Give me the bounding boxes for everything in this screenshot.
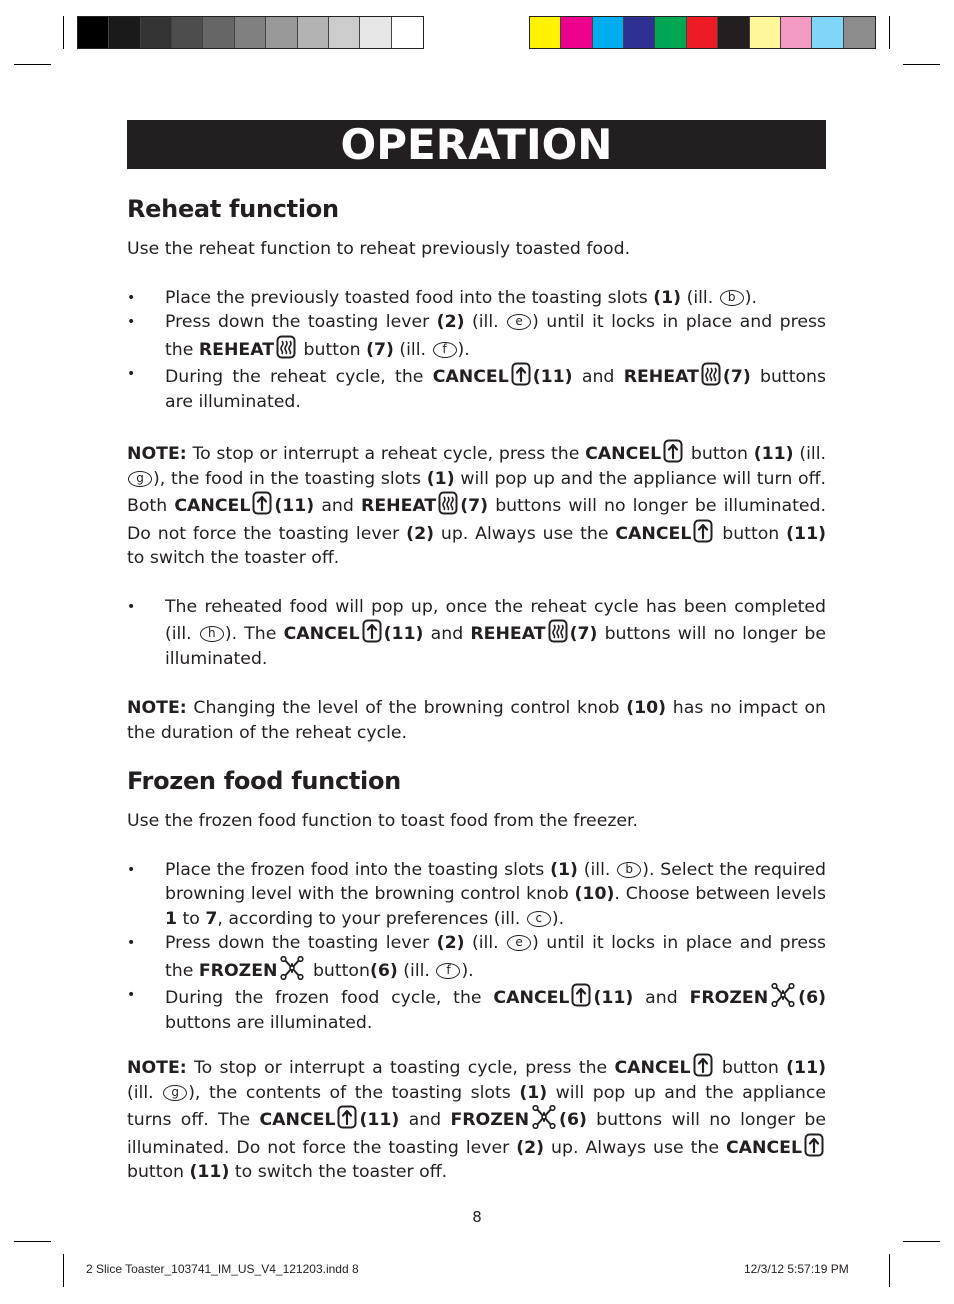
print-slug-date: 12/3/12 5:57:19 PM bbox=[744, 1262, 849, 1276]
color-swatch bbox=[844, 17, 875, 48]
cancel-icon bbox=[337, 1105, 357, 1129]
color-swatch bbox=[392, 17, 423, 48]
grayscale-calibration-bar bbox=[77, 16, 424, 49]
frozen-icon bbox=[531, 1105, 557, 1129]
list-item: • Press down the toasting lever (2) (ill. e ) until it locks in place and press the REHEAT button (7) (ill. f ). bbox=[127, 310, 826, 362]
reheat-steps-2 bbox=[127, 595, 826, 672]
color-swatch bbox=[561, 17, 592, 48]
cancel-icon bbox=[693, 1053, 713, 1077]
frozen-icon bbox=[770, 983, 796, 1007]
reheat-icon bbox=[548, 619, 568, 643]
color-swatch bbox=[235, 17, 266, 48]
frozen-icon bbox=[279, 956, 305, 980]
cancel-icon bbox=[693, 519, 713, 543]
color-swatch bbox=[329, 17, 360, 48]
color-swatch bbox=[812, 17, 843, 48]
illustration-ref: b bbox=[720, 290, 744, 306]
page-content bbox=[127, 193, 826, 1185]
color-swatch bbox=[266, 17, 297, 48]
color-swatch bbox=[687, 17, 718, 48]
cancel-icon bbox=[511, 362, 531, 386]
cancel-icon bbox=[362, 619, 382, 643]
frozen-heading: Frozen food function bbox=[127, 767, 401, 795]
color-swatch bbox=[298, 17, 329, 48]
note-paragraph: NOTE: To stop or interrupt a toasting cycle, press the CANCEL button (11) (ill. g ), the contents of the toasting slots (1) will pop up and the appliance turns off. The CANCEL (11) and FROZEN (6) buttons will no longer be illuminated. Do not force the toasting lever (2) up. Always use the CANCEL button (11) to switch the toaster off. bbox=[127, 1053, 826, 1185]
color-swatch bbox=[781, 17, 812, 48]
cancel-icon bbox=[663, 439, 683, 463]
cancel-icon bbox=[252, 491, 272, 515]
list-item: • During the reheat cycle, the CANCEL (11) and REHEAT (7) buttons are illuminated. bbox=[127, 362, 826, 414]
list-item: • Place the frozen food into the toasting slots (1) (ill. b ). Select the required browning level with the browning control knob (10). Choose between levels 1 to 7, according to your preferences (ill. c ). bbox=[127, 858, 826, 932]
illustration-ref: b bbox=[617, 862, 641, 878]
frozen-steps bbox=[127, 858, 826, 1036]
illustration-ref: c bbox=[527, 911, 551, 927]
crop-mark bbox=[903, 64, 940, 65]
cancel-icon bbox=[804, 1133, 824, 1157]
print-slug-file: 2 Slice Toaster_103741_IM_US_V4_121203.indd 8 bbox=[86, 1262, 359, 1276]
frozen-intro: Use the frozen food function to toast food from the freezer. bbox=[127, 811, 639, 831]
list-item: • The reheated food will pop up, once the reheat cycle has been completed (ill. h ). The CANCEL (11) and REHEAT (7) buttons will no longer be illuminated. bbox=[127, 595, 826, 672]
page-number: 8 bbox=[472, 1208, 482, 1226]
color-swatch bbox=[360, 17, 391, 48]
color-swatch bbox=[78, 17, 109, 48]
list-item: • During the frozen food cycle, the CANCEL (11) and FROZEN (6) buttons are illuminated. bbox=[127, 983, 826, 1035]
reheat-icon bbox=[438, 491, 458, 515]
color-swatch bbox=[655, 17, 686, 48]
crop-mark bbox=[903, 1241, 940, 1242]
color-swatch bbox=[141, 17, 172, 48]
cancel-icon bbox=[571, 983, 591, 1007]
crop-mark bbox=[14, 64, 51, 65]
color-swatch bbox=[109, 17, 140, 48]
color-swatch bbox=[530, 17, 561, 48]
list-item: • Place the previously toasted food into the toasting slots (1) (ill. b ). bbox=[127, 286, 826, 311]
illustration-ref: g bbox=[128, 471, 152, 487]
note-paragraph: NOTE: Changing the level of the browning control knob (10) has no impact on the duration of the reheat cycle. bbox=[127, 698, 826, 743]
color-swatch bbox=[750, 17, 781, 48]
reheat-icon bbox=[276, 335, 296, 359]
crop-mark bbox=[889, 16, 890, 49]
illustration-ref: e bbox=[507, 935, 531, 951]
reheat-steps bbox=[127, 286, 826, 415]
crop-mark bbox=[63, 1254, 64, 1287]
illustration-ref: h bbox=[200, 626, 224, 642]
color-swatch bbox=[593, 17, 624, 48]
crop-mark bbox=[14, 1241, 51, 1242]
color-swatch bbox=[718, 17, 749, 48]
illustration-ref: f bbox=[436, 963, 460, 979]
color-calibration-bar bbox=[529, 16, 876, 49]
note-paragraph: NOTE: To stop or interrupt a reheat cycle, press the CANCEL button (11) (ill. g ), the food in the toasting slots (1) will pop up and the appliance will turn off. Both CANCEL (11) and REHEAT (7) buttons will no longer be illuminated. Do not force the toasting lever (2) up. Always use the CANCEL button (11) to switch the toaster off. bbox=[127, 439, 826, 571]
color-swatch bbox=[172, 17, 203, 48]
list-item: • Press down the toasting lever (2) (ill. e ) until it locks in place and press the FROZEN button(6) (ill. f ). bbox=[127, 931, 826, 983]
illustration-ref: g bbox=[163, 1085, 187, 1101]
crop-mark bbox=[889, 1254, 890, 1287]
reheat-heading: Reheat function bbox=[127, 195, 339, 223]
illustration-ref: e bbox=[507, 314, 531, 330]
color-swatch bbox=[203, 17, 234, 48]
illustration-ref: f bbox=[433, 342, 457, 358]
color-swatch bbox=[624, 17, 655, 48]
section-title: OPERATION bbox=[127, 120, 826, 169]
reheat-icon bbox=[701, 362, 721, 386]
crop-mark bbox=[63, 16, 64, 49]
reheat-intro: Use the reheat function to reheat previously toasted food. bbox=[127, 239, 631, 259]
